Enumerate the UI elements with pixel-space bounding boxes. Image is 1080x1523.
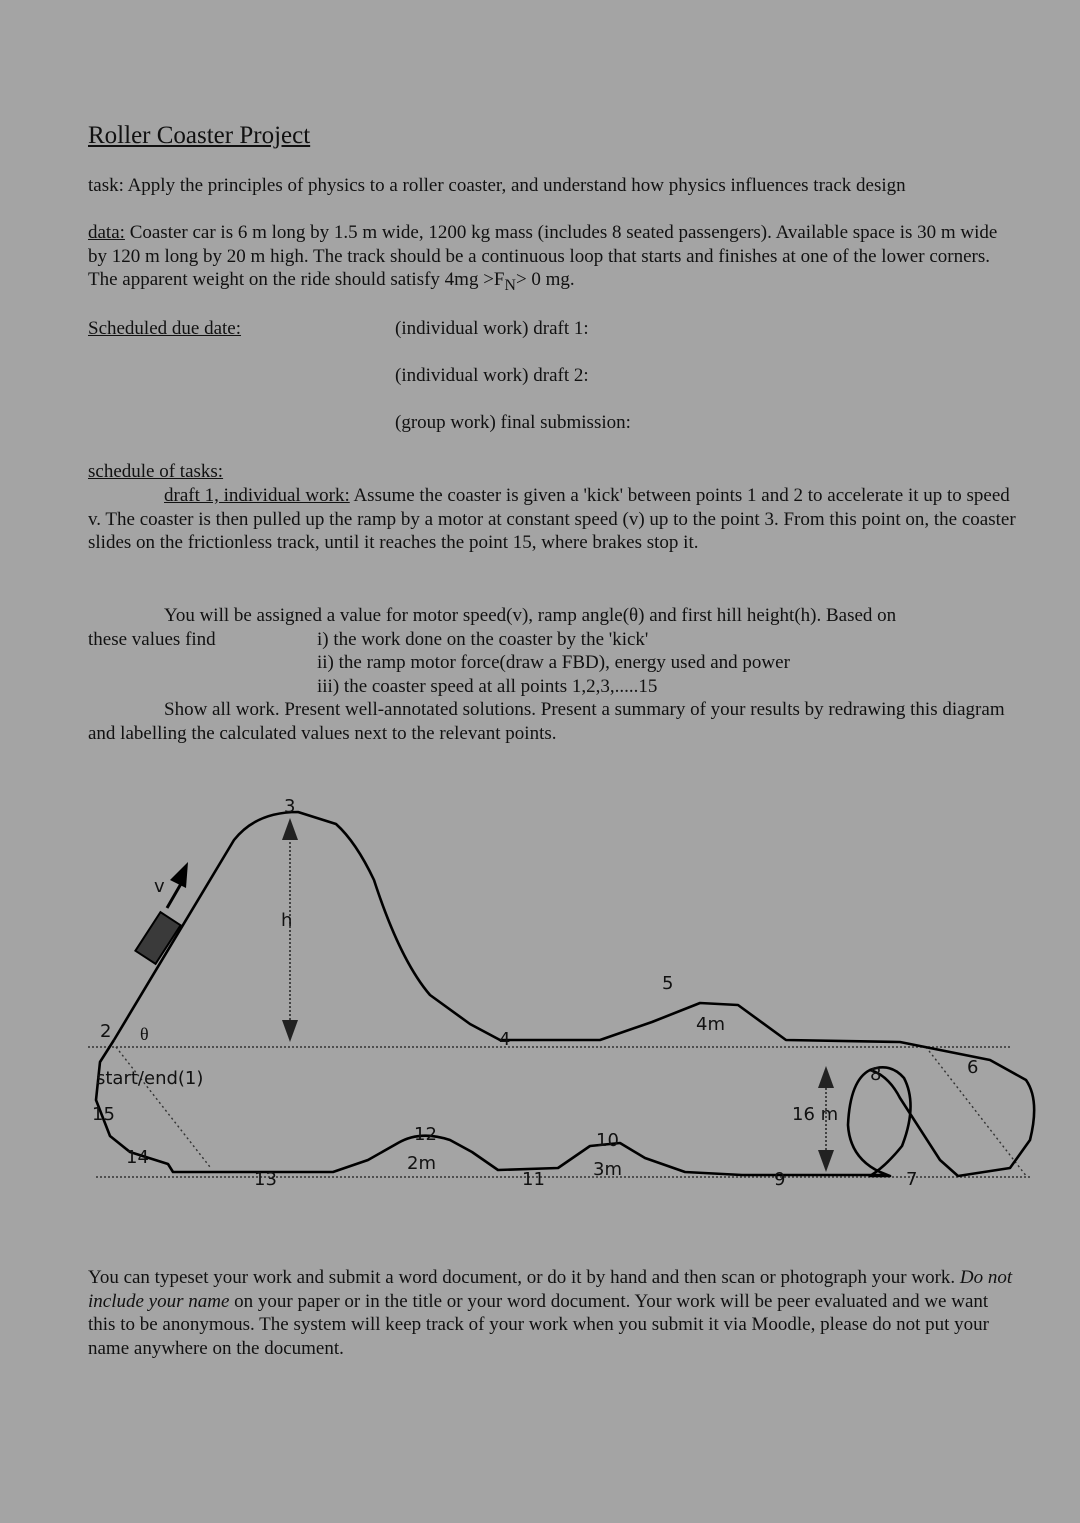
label-point-12: 12 bbox=[414, 1124, 437, 1145]
label-point-11: 11 bbox=[522, 1169, 545, 1190]
data-paragraph bbox=[88, 221, 1018, 297]
draft1-label: draft 1, individual work: bbox=[164, 485, 350, 506]
find-text: these values find bbox=[88, 629, 216, 650]
label-point-7: 7 bbox=[906, 1169, 918, 1190]
label-v: v bbox=[154, 876, 165, 897]
label-point-6: 6 bbox=[967, 1057, 979, 1078]
footer-text-1: You can typeset your work and submit a word document, or do it by hand and then scan or photograph your work. bbox=[88, 1267, 960, 1288]
label-point-2: 2 bbox=[100, 1021, 112, 1042]
page-title: Roller Coaster Project bbox=[88, 122, 311, 149]
show-work-text bbox=[88, 698, 1018, 745]
label-point-9: 9 bbox=[774, 1169, 786, 1190]
label-start-end: start/end(1) bbox=[96, 1068, 204, 1089]
label-2m: 2m bbox=[407, 1153, 436, 1174]
h-arrow-top bbox=[282, 818, 298, 840]
data-subscript: N bbox=[504, 276, 516, 294]
show-work-line: Show all work. Present well-annotated solutions. Present a summary of your results by redrawing this diagram and labelling the calculated values next to the relevant points. bbox=[88, 699, 1005, 744]
label-point-8: 8 bbox=[870, 1064, 882, 1085]
velocity-arrowhead bbox=[170, 862, 188, 888]
due-item-final: (group work) final submission: bbox=[395, 412, 631, 433]
label-3m: 3m bbox=[593, 1159, 622, 1180]
label-point-5: 5 bbox=[662, 973, 674, 994]
data-text: Coaster car is 6 m long by 1.5 m wide, 1200 kg mass (includes 8 seated passengers). Available space is 30 m wide by 120 m long by 20 m high. The track should be a continuous loop that starts and finishes at one of the lower corners. The apparent weight on the ride should satisfy 4mg >F bbox=[88, 222, 998, 290]
draft1-text: Assume the coaster is given a 'kick' between points 1 and 2 to accelerate it up to speed v. The coaster is then pulled up the ramp by a motor at constant speed (v) up to the point 3. From this point on, the coaster slides on the frictionless track, until it reaches the point 15, where brakes stop it. bbox=[88, 485, 1016, 553]
find-item-1: i) the work done on the coaster by the 'kick' bbox=[317, 629, 649, 650]
h-arrow-bottom bbox=[282, 1020, 298, 1042]
label-point-13: 13 bbox=[254, 1169, 277, 1190]
footer-emphasis: Do not include your name bbox=[88, 1267, 1013, 1312]
label-16m: 16 m bbox=[792, 1104, 839, 1125]
velocity-arrow bbox=[167, 882, 182, 908]
footer-paragraph bbox=[88, 1266, 1018, 1360]
assign-line: You will be assigned a value for motor speed(v), ramp angle(θ) and first hill height(h). Based on bbox=[164, 605, 897, 626]
label-point-3: 3 bbox=[284, 796, 296, 817]
track-lower bbox=[96, 1040, 884, 1175]
find-item-2: ii) the ramp motor force(draw a FBD), energy used and power bbox=[317, 652, 790, 673]
label-point-14: 14 bbox=[126, 1147, 149, 1168]
16m-arrow-top bbox=[818, 1066, 834, 1088]
footer-text-2: on your paper or in the title or your word document. Your work will be peer evaluated and we want this to be anonymous. The system will keep track of your work when you submit it via Moodle, please do not put your name anywhere on the document. bbox=[88, 1290, 989, 1359]
due-item-draft1: (individual work) draft 1: bbox=[395, 318, 589, 339]
label-point-10: 10 bbox=[596, 1130, 619, 1151]
draft1-paragraph bbox=[88, 484, 1018, 555]
schedule-label: schedule of tasks: bbox=[88, 461, 224, 482]
16m-arrow-bottom bbox=[818, 1150, 834, 1172]
due-item-draft2: (individual work) draft 2: bbox=[395, 365, 589, 386]
label-4m: 4m bbox=[696, 1014, 725, 1035]
find-item-3: iii) the coaster speed at all points 1,2,3,.....15 bbox=[317, 676, 658, 697]
data-label: data: bbox=[88, 222, 125, 243]
label-h: h bbox=[281, 910, 293, 931]
track-upper bbox=[114, 812, 1034, 1176]
due-date-label: Scheduled due date: bbox=[88, 318, 242, 339]
roller-coaster-diagram bbox=[0, 780, 1080, 1200]
assign-text bbox=[88, 604, 1018, 628]
label-theta: θ bbox=[140, 1024, 149, 1044]
label-point-15: 15 bbox=[92, 1104, 115, 1125]
task-text: task: Apply the principles of physics to a roller coaster, and understand how physics influences track design bbox=[88, 175, 906, 196]
label-point-4: 4 bbox=[499, 1029, 511, 1050]
data-text-end: > 0 mg. bbox=[515, 269, 575, 290]
